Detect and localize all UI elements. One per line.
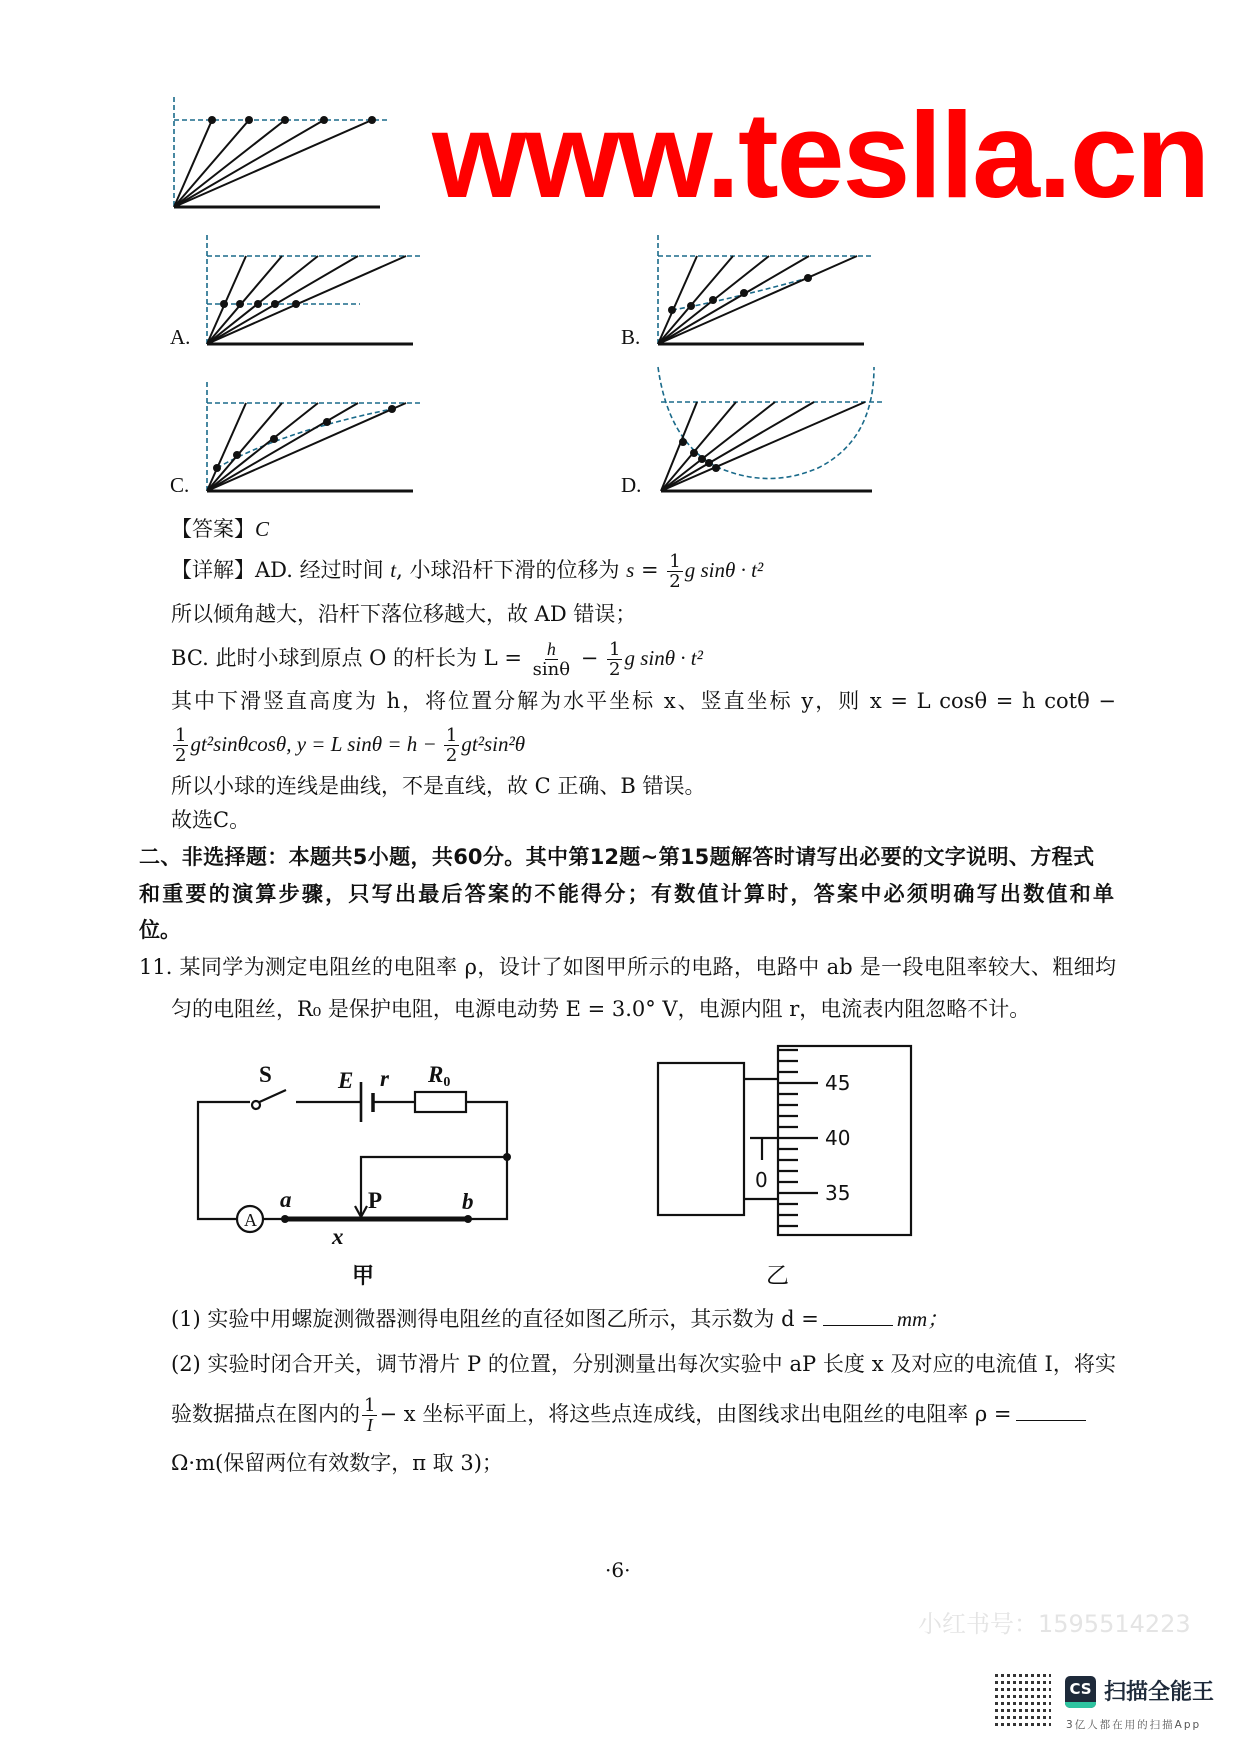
- text: (1) 实验中用螺旋测微器测得电阻丝的直径如图乙所示，其示数为 d =: [171, 1307, 819, 1331]
- answer-line: [171, 514, 269, 544]
- detail-line-7: 故选C。: [171, 808, 251, 832]
- scanner-brand: 扫描全能王: [1104, 1680, 1215, 1705]
- ammeter-label: A: [244, 1210, 257, 1230]
- micrometer-diagram: [658, 1046, 911, 1235]
- emf-label: E: [338, 1068, 354, 1093]
- q11-part2-line-3: Ω·m(保留两位有效数字，π 取 3)；: [171, 1451, 503, 1475]
- detail-line-1: [171, 552, 763, 591]
- fraction: [531, 640, 572, 679]
- q11-part2-line-1: (2) 实验时闭合开关，调节滑片 P 的位置，分别测量出每次实验中 aP 长度 x 及对应的电流值 I，将实: [171, 1352, 1116, 1376]
- page-number: ·6·: [605, 1558, 631, 1582]
- point-a-label: a: [280, 1187, 292, 1212]
- section2-line-3: 位。: [139, 918, 181, 942]
- slider-p-label: P: [368, 1188, 383, 1213]
- den: 2: [175, 745, 187, 766]
- math: g sinθ · t²: [684, 558, 764, 582]
- micrometer-labels: [755, 1071, 850, 1289]
- unit: mm；: [896, 1307, 949, 1331]
- num: 1: [609, 639, 621, 660]
- tick-35: 35: [825, 1181, 851, 1205]
- figure-yi-caption: 乙: [766, 1263, 789, 1289]
- num: 1: [669, 551, 681, 572]
- num: 1: [364, 1395, 376, 1416]
- num: h: [546, 639, 556, 659]
- option-a-label: A.: [170, 325, 191, 349]
- text: − x 坐标平面上，将这些点连成线，由图线求出电阻丝的电阻率 ρ =: [379, 1402, 1012, 1426]
- q11-line-2: 匀的电阻丝，R₀ 是保护电阻，电源电动势 E = 3.0° V，电源内阻 r，电流表内阻忽略不计。: [171, 997, 1031, 1021]
- resistor-r0: [415, 1092, 466, 1112]
- qr-code-icon: [995, 1674, 1051, 1730]
- answer-blank-rho[interactable]: [1016, 1400, 1086, 1421]
- tick-45: 45: [825, 1071, 851, 1095]
- section2-line-2: 和重要的演算步骤，只写出最后答案的不能得分；有数值计算时，答案中必须明确写出数值和单: [139, 882, 1114, 906]
- thimble-ticks: [778, 1050, 818, 1226]
- fraction: [173, 726, 188, 765]
- scanner-slogan: 3亿人都在用的扫描App: [1066, 1719, 1202, 1731]
- num: 1: [445, 725, 458, 746]
- den: 2: [445, 745, 458, 766]
- fraction: [362, 1396, 377, 1435]
- q11-line-1: 11. 某同学为测定电阻丝的电阻率 ρ，设计了如图甲所示的电路，电路中 ab 是一段电阻率较大、粗细均: [139, 955, 1116, 979]
- text: BC. 此时小球到原点 O 的杆长为 L =: [171, 646, 529, 670]
- watermark: www.teslla.cn: [432, 87, 1209, 223]
- text: 验数据描点在图内的: [171, 1402, 360, 1426]
- tick-40: 40: [825, 1126, 851, 1150]
- var: s: [626, 558, 635, 582]
- figure-jia-caption: 甲: [352, 1264, 375, 1289]
- sleeve-zero: 0: [755, 1168, 768, 1192]
- text: −: [574, 646, 606, 670]
- q11-part2-line-2: [171, 1396, 1090, 1435]
- detail-line-5: [171, 726, 525, 765]
- math: g sinθ · t²: [624, 646, 703, 670]
- detail-line-3: [171, 640, 703, 679]
- math: gt²sin²θ: [461, 732, 526, 756]
- fraction: [444, 726, 459, 765]
- q11-part1: [171, 1304, 948, 1334]
- option-d-label: D.: [621, 473, 642, 497]
- den: I: [366, 1415, 373, 1435]
- den: sinθ: [532, 659, 571, 680]
- detail-line-4: 其中下滑竖直高度为 h，将位置分解为水平坐标 x、竖直坐标 y，则 x = L cosθ = h cotθ −: [171, 689, 1116, 713]
- camscanner-logo-icon: CS: [1065, 1676, 1096, 1708]
- fraction: [607, 640, 622, 679]
- internal-resistance-label: r: [380, 1066, 389, 1091]
- section2-line-1: 二、非选择题：本题共5小题，共60分。其中第12题~第15题解答时请写出必要的文字说明、方程式: [139, 845, 1094, 869]
- point-b-label: b: [462, 1189, 474, 1214]
- den: 2: [609, 659, 621, 680]
- answer-value: C: [255, 517, 270, 541]
- text: =: [634, 558, 666, 582]
- detail-label: 【详解】: [171, 558, 255, 582]
- answer-blank-d[interactable]: [823, 1305, 893, 1326]
- option-c-label: C.: [170, 473, 190, 497]
- r0-label: R0: [428, 1062, 451, 1090]
- num: 1: [175, 725, 187, 746]
- circuit-labels: [244, 1062, 474, 1289]
- den: 2: [669, 571, 681, 592]
- detail-line-2: 所以倾角越大，沿杆下落位移越大，故 AD 错误；: [171, 602, 637, 626]
- xhs-watermark: 小红书号：1595514223: [918, 1610, 1191, 1638]
- length-x-label: x: [332, 1224, 344, 1249]
- var: t: [390, 558, 397, 582]
- detail-line-6: 所以小球的连线是曲线，不是直线，故 C 正确、B 错误。: [171, 774, 706, 798]
- math: gt²sinθcosθ, y = L sinθ = h −: [190, 732, 442, 756]
- switch-label: S: [259, 1062, 272, 1087]
- text: , 小球沿杆下滑的位移为: [396, 558, 627, 582]
- answer-label: 【答案】: [171, 517, 255, 541]
- fraction: [667, 552, 682, 591]
- option-b-label: B.: [621, 325, 641, 349]
- text: AD. 经过时间: [255, 558, 391, 582]
